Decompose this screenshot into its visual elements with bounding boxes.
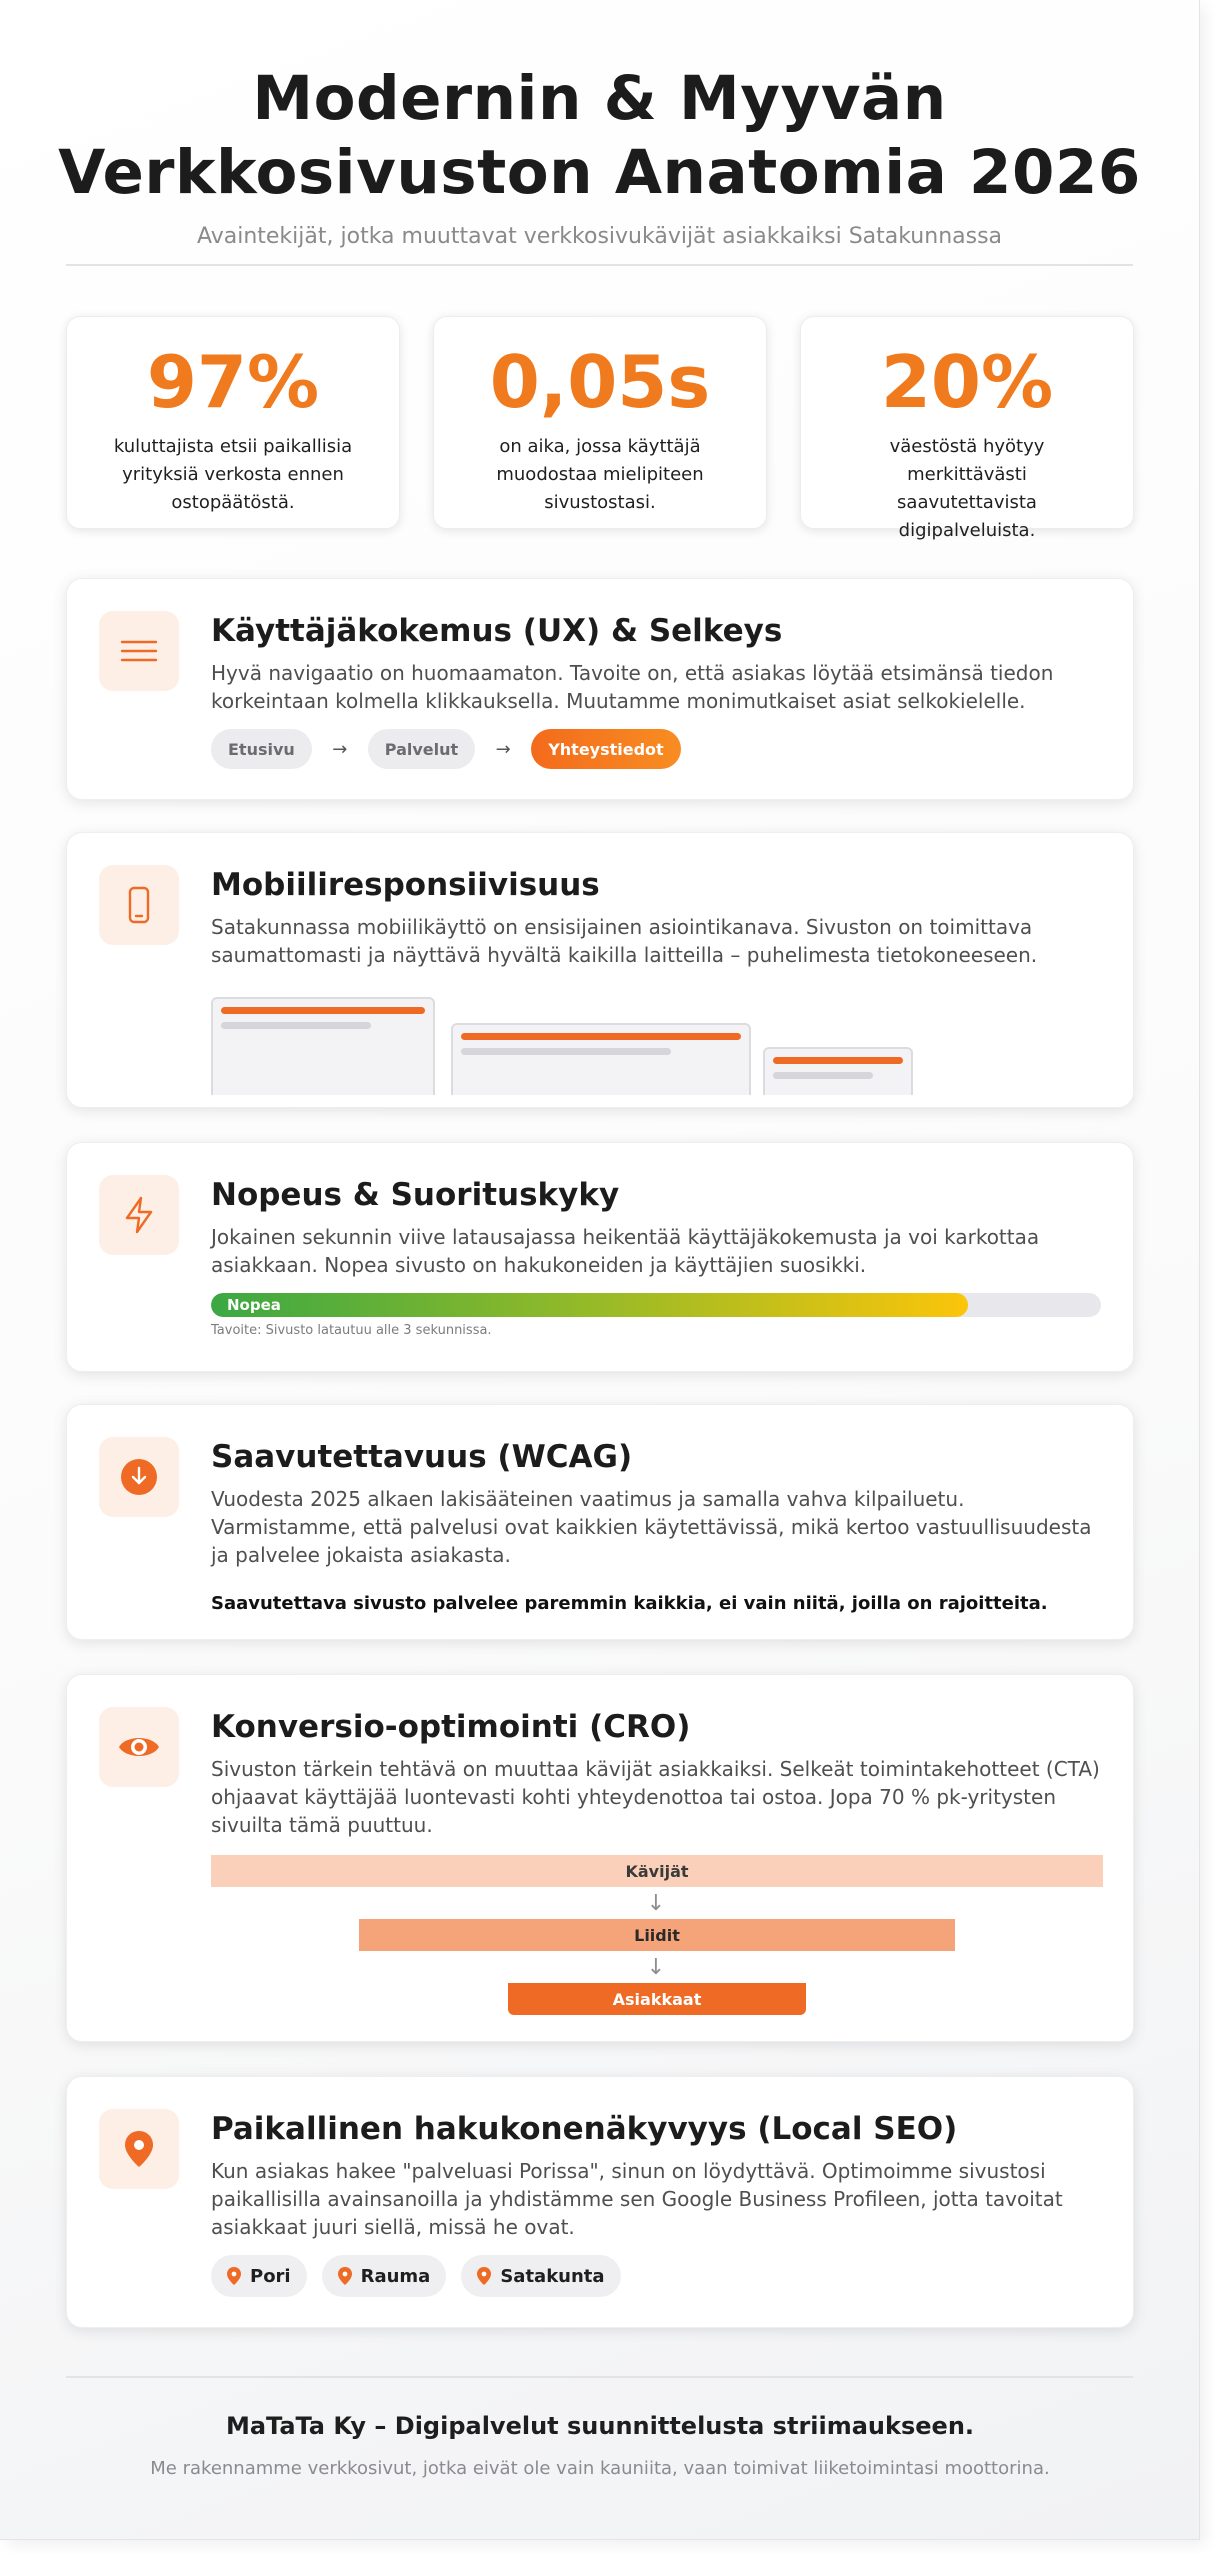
smartphone-icon	[99, 865, 179, 945]
location-chip	[461, 2255, 620, 2297]
header	[0, 0, 1199, 249]
location-pin-icon	[338, 2267, 352, 2285]
stat-card	[800, 316, 1134, 541]
location-chip-label: Pori	[250, 2265, 291, 2287]
location-pin-icon	[227, 2267, 241, 2285]
location-chip-label: Rauma	[360, 2265, 431, 2287]
breadcrumb-services: Palvelut	[368, 729, 475, 769]
speed-bar	[211, 1293, 1101, 1317]
mobile-card	[66, 832, 1134, 1108]
phone-mockup	[763, 1047, 913, 1095]
title-line-2: Verkkosivuston Anatomia 2026	[58, 137, 1141, 208]
section-text: Hyvä navigaatio on huomaamaton. Tavoite on, että asiakas löytää etsimänsä tiedon korkeintaan kolmella klikkauksella. Muutamme monimutkaiset asiat selkokielelle.	[211, 661, 1054, 713]
location-chip	[211, 2255, 307, 2297]
section-text: Sivuston tärkein tehtävä on muuttaa kävijät asiakkaiksi. Selkeät toimintakehotteet (CTA) ohjaavat käyttäjää luontevasti kohti yhteydenottoa tai ostoa. Jopa 70 % pk-yritysten sivuilta tämä puuttuu.	[211, 1757, 1100, 1837]
stat-card	[433, 316, 767, 529]
arrow-down-icon: ↓	[646, 1955, 666, 1980]
section-title: Käyttäjäkokemus (UX) & Selkeys	[211, 613, 783, 649]
arrow-down-icon: ↓	[646, 1891, 666, 1916]
footer-divider	[66, 2376, 1133, 2378]
header-divider	[66, 264, 1133, 266]
location-chip	[322, 2255, 447, 2297]
funnel-step-leads: Liidit	[359, 1919, 955, 1951]
stat-value: 97%	[146, 340, 320, 424]
arrow-right-icon: →	[495, 738, 511, 760]
footer	[0, 2412, 1200, 2479]
section-text: Jokainen sekunnin viive latausajassa heikentää käyttäjäkokemusta ja voi karkottaa asiakkaan. Nopea sivusto on hakukoneiden ja käyttäjien suosikki.	[211, 1225, 1040, 1277]
accessibility-note: Saavutettava sivusto palvelee paremmin kaikkia, ei vain niitä, joilla on rajoitteita.	[211, 1593, 1048, 1614]
location-chips	[211, 2255, 1101, 2297]
ux-card	[66, 578, 1134, 800]
breadcrumb-home: Etusivu	[211, 729, 312, 769]
page-title	[0, 62, 1199, 210]
page-subtitle: Avaintekijät, jotka muuttavat verkkosivukävijät asiakkaiksi Satakunnassa	[196, 224, 1003, 249]
section-title: Saavutettavuus (WCAG)	[211, 1439, 633, 1475]
section-text: Kun asiakas hakee "palveluasi Porissa", sinun on löydyttävä. Optimoimme sivustosi paikallisilla avainsanoilla ja yhdistämme sen Google Business Profileen, jotta tavoitat asiakkaat juuri siellä, missä he ovat.	[211, 2159, 1063, 2239]
location-pin-icon	[477, 2267, 491, 2285]
speed-bar-fill	[211, 1293, 968, 1317]
section-title: Mobiiliresponsiivisuus	[211, 867, 600, 903]
speed-card	[66, 1142, 1134, 1372]
funnel-step-customers: Asiakkaat	[508, 1983, 806, 2015]
location-chip-label: Satakunta	[500, 2265, 605, 2287]
footer-title: MaTaTa Ky – Digipalvelut suunnittelusta striimaukseen.	[225, 2412, 975, 2440]
section-title: Nopeus & Suorituskyky	[211, 1177, 620, 1213]
menu-icon	[99, 611, 179, 691]
stat-text: on aika, jossa käyttäjä muodostaa mielipiteen sivustostasi.	[496, 436, 704, 513]
local-seo-card	[66, 2076, 1134, 2328]
stats-row	[66, 316, 1134, 541]
breadcrumb-contact: Yhteystiedot	[531, 729, 681, 769]
speed-bar-label: Nopea	[227, 1296, 281, 1314]
desktop-mockup	[211, 997, 435, 1095]
stat-value: 0,05s	[489, 340, 711, 424]
footer-text: Me rakennamme verkkosivut, jotka eivät ole vain kauniita, vaan toimivat liiketoimintasi moottorina.	[150, 2458, 1050, 2479]
speed-note: Tavoite: Sivusto latautuu alle 3 sekunnissa.	[211, 1323, 492, 1338]
section-text: Vuodesta 2025 alkaen lakisääteinen vaatimus ja samalla vahva kilpailuetu. Varmistamme, että palvelusi ovat kaikkien käytettävissä, mikä kertoo vastuullisuudesta ja palvelee jokaista asiakasta.	[211, 1487, 1092, 1567]
location-pin-icon	[99, 2109, 179, 2189]
section-text: Satakunnassa mobiilikäyttö on ensisijainen asiointikanava. Sivuston on toimittava saumattomasti ja näyttävä hyvältä kaikilla laitteilla – puhelimesta tietokoneeseen.	[211, 915, 1038, 967]
accessibility-card	[66, 1404, 1134, 1640]
arrow-right-icon: →	[332, 738, 348, 760]
stat-value: 20%	[880, 340, 1054, 424]
breadcrumb	[211, 729, 1101, 769]
section-title: Paikallinen hakukonenäkyvyys (Local SEO)	[211, 2111, 958, 2147]
title-line-1: Modernin & Myyvän	[252, 63, 947, 134]
funnel-step-visitors: Kävijät	[211, 1855, 1103, 1887]
stat-text: väestöstä hyötyy merkittävästi saavutettavista digipalveluista.	[889, 436, 1045, 541]
device-mockups	[211, 985, 1101, 1095]
download-circle-icon	[99, 1437, 179, 1517]
stat-card	[66, 316, 400, 529]
conversion-funnel	[211, 1855, 1101, 2015]
tablet-mockup	[451, 1023, 751, 1095]
section-title: Konversio-optimointi (CRO)	[211, 1709, 691, 1745]
eye-icon	[99, 1707, 179, 1787]
stat-text: kuluttajista etsii paikallisia yrityksiä verkosta ennen ostopäätöstä.	[113, 436, 353, 513]
cro-card	[66, 1674, 1134, 2042]
lightning-icon	[99, 1175, 179, 1255]
